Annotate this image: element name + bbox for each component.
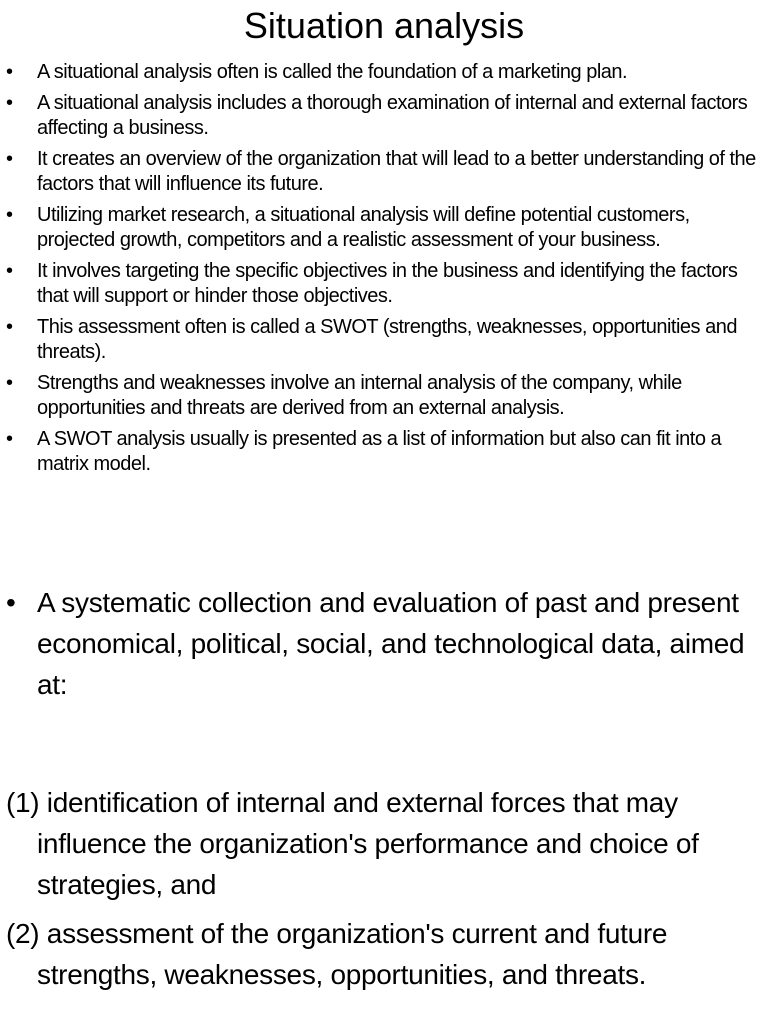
bullet-icon: •: [6, 61, 13, 83]
spacer: [0, 705, 768, 782]
list-item-text: Strengths and weaknesses involve an internal analysis of the company, while opportunities and threats are derived from an external analysis.: [37, 372, 682, 419]
list-item-text: It creates an overview of the organization that will lead to a better understanding of the factors that will influence its future.: [37, 148, 756, 195]
definition-section: [0, 582, 768, 995]
bullet-icon: •: [6, 428, 13, 450]
bullet-icon: •: [6, 372, 13, 394]
numbered-point: (2) assessment of the organization's current and future strengths, weaknesses, opportunities, and threats.: [6, 918, 668, 990]
list-item: [0, 203, 768, 253]
bullet-icon: •: [6, 204, 13, 226]
bullet-icon: •: [6, 316, 13, 338]
bullet-icon: •: [6, 587, 16, 618]
spacer: [0, 905, 768, 913]
bullet-icon: •: [6, 148, 13, 170]
list-item: [0, 427, 768, 477]
list-item-text: This assessment often is called a SWOT (strengths, weaknesses, opportunities and threats).: [37, 316, 737, 363]
list-item: [0, 315, 768, 365]
list-item-text: It involves targeting the specific objectives in the business and identifying the factors that will support or hinder those objectives.: [37, 260, 738, 307]
list-item: [0, 147, 768, 197]
list-item-text: A situational analysis includes a thorough examination of internal and external factors affecting a business.: [37, 92, 748, 139]
list-item: [0, 371, 768, 421]
list-item: [0, 91, 768, 141]
list-item-text: A SWOT analysis usually is presented as a list of information but also can fit into a matrix model.: [37, 428, 722, 475]
bullet-icon: •: [6, 92, 13, 114]
definition-item: [0, 582, 768, 705]
numbered-point: (1) identification of internal and external forces that may influence the organization's performance and choice of strategies, and: [6, 787, 699, 900]
bullet-icon: •: [6, 260, 13, 282]
list-item: [0, 259, 768, 309]
definition-text: A systematic collection and evaluation of past and present economical, political, social, and technological data, aimed at:: [37, 587, 745, 700]
slide-title: Situation analysis: [243, 5, 525, 46]
list-item-text: Utilizing market research, a situational analysis will define potential customers, projected growth, competitors and a realistic assessment of your business.: [37, 204, 690, 251]
list-item-text: A situational analysis often is called the foundation of a marketing plan.: [37, 61, 628, 83]
list-item: [0, 60, 768, 85]
bullet-list: [0, 60, 768, 483]
